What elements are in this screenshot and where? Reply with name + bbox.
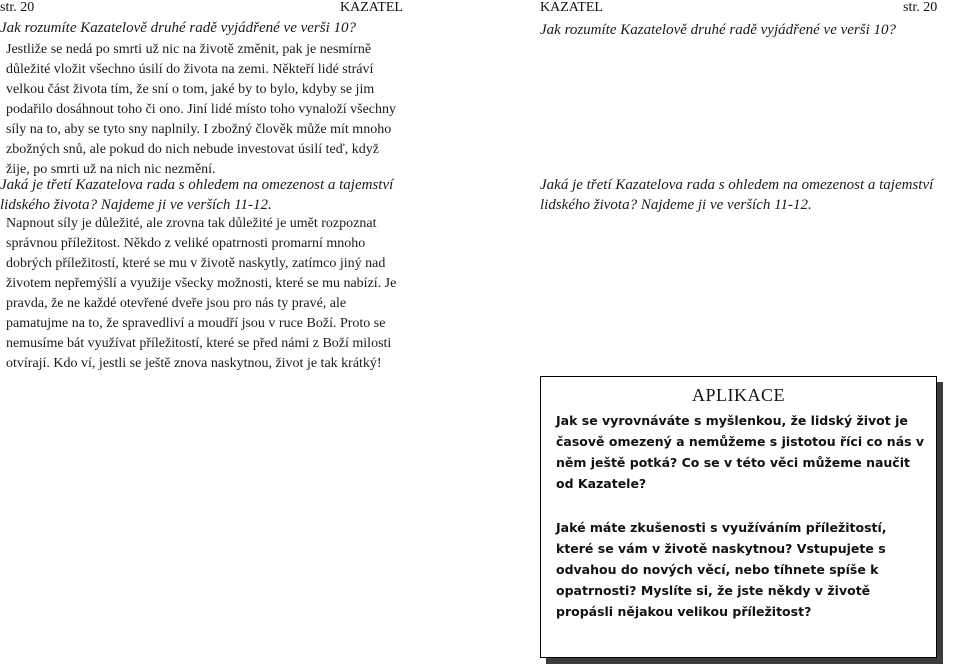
question-verses-11-12: Jaká je třetí Kazatelova rada s ohledem na omezenost a tajemství lidského života? Najdeme ji ve verších 11-12. bbox=[0, 177, 394, 213]
application-question-2: Jaké máte zkušenosti s využíváním příležitostí, které se vám v životě naskytnou? Vstupujete s odvahou do nových věcí, nebo tíhnete spíše k opatrnosti? Myslíte si, že jste někdy v životě propásli nějakou velikou příležitost? bbox=[556, 520, 887, 619]
page-number: str. 20 bbox=[0, 0, 35, 15]
running-header-title: KAZATEL bbox=[540, 0, 603, 15]
page-number: str. 20 bbox=[903, 0, 938, 15]
question-verse-10: Jak rozumíte Kazatelově druhé radě vyjádřené ve verši 10? bbox=[0, 20, 357, 36]
paragraph-answer-2: Napnout síly je důležité, ale zrovna tak důležité je umět rozpoznat správnou příležitost. Někdo z veliké opatrnosti promarní mnoho dobrých příležitostí, které se mu v životě naskytly, zatímco jiný nad životem nepřemýšlí a využije všecky možnosti, které se mu nabízí. Je pravda, že ne každé otevřené dveře jsou pro nás ty pravé, ale pamatujme na to, že spravedliví a moudří jsou v ruce Boží. Proto se nemusíme bát využívat příležitostí, které se před námi z Boží milosti otvírají. Kdo ví, jestli se ještě znova naskytnou, život je tak krátký! bbox=[6, 216, 397, 371]
left-page bbox=[0, 0, 403, 665]
question-verses-11-12: Jaká je třetí Kazatelova rada s ohledem na omezenost a tajemství lidského života? Najdeme ji ve verších 11-12. bbox=[540, 177, 934, 213]
application-box bbox=[540, 376, 937, 658]
application-question-1: Jak se vyrovnáváte s myšlenkou, že lidský život je časově omezený a nemůžeme s jistotou říci co nás v něm ještě potká? Co se v této věci můžeme naučit od Kazatele? bbox=[556, 413, 925, 491]
paragraph-answer-1: Jestliže se nedá po smrti už nic na životě změnit, pak je nesmírně důležité vložit všechno úsilí do života na zemi. Někteří lidé stráví velkou část života tím, že sní o tom, jaké by to bylo, kdyby se jim podařilo dosáhnout toho či ono. Jiní lidé místo toho vynaloží všechny síly na to, aby se tyto sny naplnily. I zbožný člověk může mít mnoho zbožných snů, ale pokud do nich nebude investovat úsilí teď, když žije, po smrti už na nich nic nezmění. bbox=[6, 42, 397, 177]
application-title: APLIKACE bbox=[692, 385, 785, 405]
running-header-title: KAZATEL bbox=[340, 0, 403, 15]
question-verse-10: Jak rozumíte Kazatelově druhé radě vyjádřené ve verši 10? bbox=[540, 22, 897, 38]
